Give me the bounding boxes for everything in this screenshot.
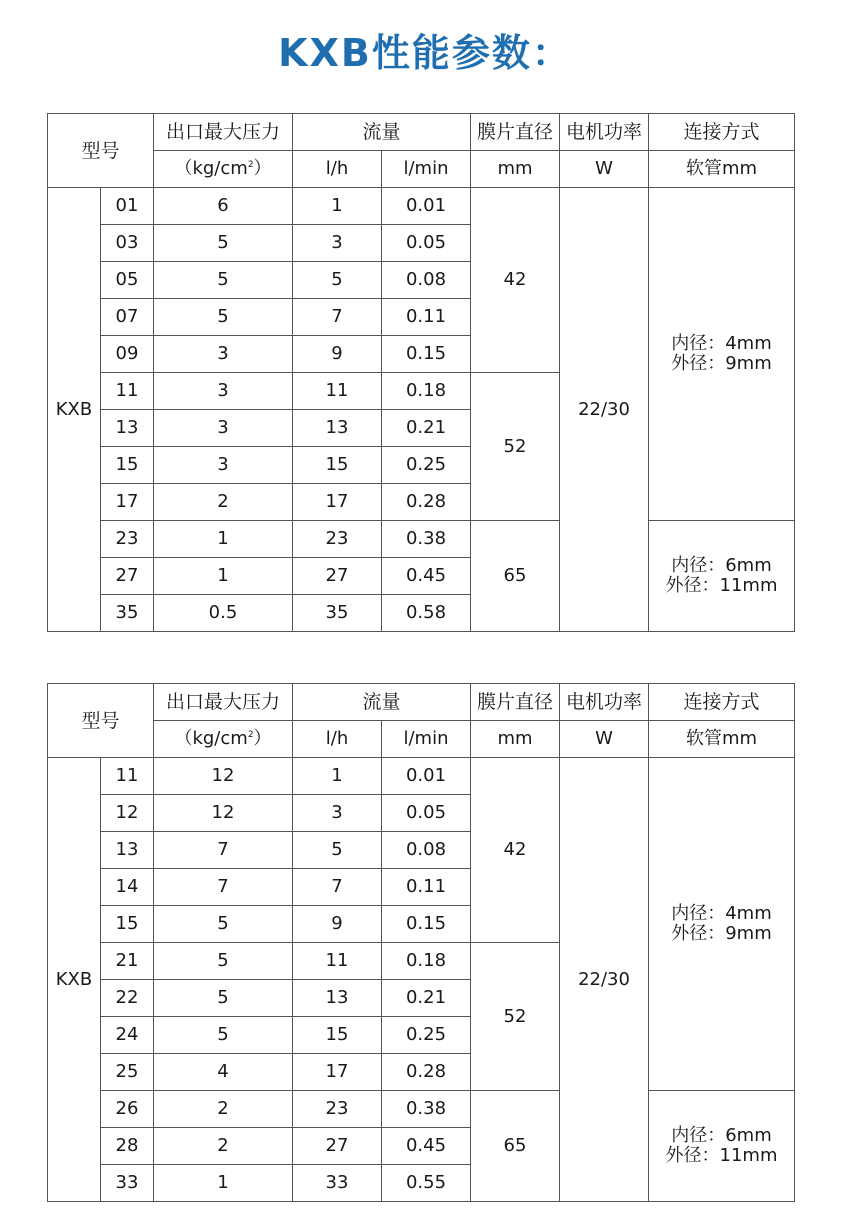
flow-lh-cell: 7 — [293, 299, 382, 336]
power-cell: 22/30 — [560, 188, 649, 632]
header-diaphragm: 膜片直径 — [471, 684, 560, 721]
flow-lmin-cell: 0.55 — [382, 1165, 471, 1202]
flow-lmin-cell: 0.15 — [382, 906, 471, 943]
model-cell: 14 — [101, 869, 154, 906]
pressure-cell: 3 — [154, 410, 293, 447]
flow-lh-cell: 11 — [293, 373, 382, 410]
model-cell: 13 — [101, 832, 154, 869]
model-cell: 25 — [101, 1054, 154, 1091]
outer-diameter: 外径：11mm — [665, 1145, 778, 1166]
pressure-cell: 12 — [154, 758, 293, 795]
flow-lh-cell: 9 — [293, 906, 382, 943]
connection-cell — [649, 758, 795, 1091]
model-cell: 12 — [101, 795, 154, 832]
flow-lmin-cell: 0.05 — [382, 795, 471, 832]
model-cell: 24 — [101, 1017, 154, 1054]
power-cell: 22/30 — [560, 758, 649, 1202]
header-connection: 连接方式 — [649, 684, 795, 721]
header-connection: 连接方式 — [649, 114, 795, 151]
header-model: 型号 — [48, 114, 154, 188]
flow-lmin-cell: 0.21 — [382, 980, 471, 1017]
series-label: KXB — [48, 758, 101, 1202]
model-cell: 03 — [101, 225, 154, 262]
unit-row — [48, 721, 795, 758]
pressure-cell: 5 — [154, 262, 293, 299]
flow-lh-cell: 35 — [293, 595, 382, 632]
flow-lh-cell: 23 — [293, 1091, 382, 1128]
flow-lmin-cell: 0.25 — [382, 1017, 471, 1054]
flow-lmin-cell: 0.18 — [382, 943, 471, 980]
flow-lmin-cell: 0.18 — [382, 373, 471, 410]
flow-lh-cell: 5 — [293, 262, 382, 299]
header-flow-lh: l/h — [293, 721, 382, 758]
flow-lmin-cell: 0.45 — [382, 558, 471, 595]
header-pressure-unit — [154, 721, 293, 758]
pressure-cell: 1 — [154, 521, 293, 558]
model-cell: 01 — [101, 188, 154, 225]
pressure-unit-text: （kg/cm — [174, 728, 248, 749]
pressure-unit-text: （kg/cm — [174, 158, 248, 179]
inner-diameter: 内径：6mm — [671, 555, 772, 576]
model-cell: 35 — [101, 595, 154, 632]
pressure-cell: 7 — [154, 832, 293, 869]
flow-lmin-cell: 0.58 — [382, 595, 471, 632]
header-diaphragm-unit: mm — [471, 721, 560, 758]
flow-lh-cell: 15 — [293, 447, 382, 484]
diaphragm-cell: 52 — [471, 943, 560, 1091]
header-flow: 流量 — [293, 684, 471, 721]
inner-diameter: 内径：4mm — [671, 903, 772, 924]
flow-lmin-cell: 0.45 — [382, 1128, 471, 1165]
table-row — [48, 1091, 795, 1128]
flow-lh-cell: 15 — [293, 1017, 382, 1054]
header-connection-unit: 软管mm — [649, 721, 795, 758]
pressure-unit-close: ） — [253, 158, 272, 179]
model-cell: 13 — [101, 410, 154, 447]
pressure-cell: 0.5 — [154, 595, 293, 632]
flow-lh-cell: 17 — [293, 484, 382, 521]
pressure-cell: 3 — [154, 447, 293, 484]
flow-lmin-cell: 0.25 — [382, 447, 471, 484]
pressure-cell: 2 — [154, 484, 293, 521]
flow-lmin-cell: 0.38 — [382, 521, 471, 558]
flow-lh-cell: 13 — [293, 410, 382, 447]
diaphragm-cell: 52 — [471, 373, 560, 521]
model-cell: 09 — [101, 336, 154, 373]
connection-cell — [649, 521, 795, 632]
diaphragm-cell: 42 — [471, 758, 560, 943]
flow-lh-cell: 7 — [293, 869, 382, 906]
header-pressure: 出口最大压力 — [154, 684, 293, 721]
header-row — [48, 114, 795, 151]
model-cell: 33 — [101, 1165, 154, 1202]
header-diaphragm-unit: mm — [471, 151, 560, 188]
header-flow-lmin: l/min — [382, 721, 471, 758]
pressure-cell: 5 — [154, 225, 293, 262]
flow-lmin-cell: 0.08 — [382, 262, 471, 299]
header-diaphragm: 膜片直径 — [471, 114, 560, 151]
diaphragm-cell: 65 — [471, 1091, 560, 1202]
outer-diameter: 外径：9mm — [671, 923, 772, 944]
header-flow-lmin: l/min — [382, 151, 471, 188]
flow-lh-cell: 1 — [293, 188, 382, 225]
flow-lmin-cell: 0.01 — [382, 188, 471, 225]
spec-table-2 — [47, 683, 795, 1202]
pressure-cell: 5 — [154, 299, 293, 336]
header-pressure: 出口最大压力 — [154, 114, 293, 151]
pressure-cell: 5 — [154, 943, 293, 980]
pressure-cell: 1 — [154, 1165, 293, 1202]
model-cell: 26 — [101, 1091, 154, 1128]
inner-diameter: 内径：6mm — [671, 1125, 772, 1146]
pressure-cell: 4 — [154, 1054, 293, 1091]
pressure-cell: 7 — [154, 869, 293, 906]
page-title: KXB性能参数： — [278, 31, 572, 75]
flow-lmin-cell: 0.15 — [382, 336, 471, 373]
diaphragm-cell: 42 — [471, 188, 560, 373]
table-row — [48, 758, 795, 795]
model-cell: 07 — [101, 299, 154, 336]
header-power: 电机功率 — [560, 684, 649, 721]
header-connection-unit: 软管mm — [649, 151, 795, 188]
flow-lh-cell: 9 — [293, 336, 382, 373]
flow-lmin-cell: 0.21 — [382, 410, 471, 447]
flow-lh-cell: 33 — [293, 1165, 382, 1202]
pressure-cell: 2 — [154, 1091, 293, 1128]
connection-cell — [649, 188, 795, 521]
connection-cell — [649, 1091, 795, 1202]
header-power-unit: W — [560, 721, 649, 758]
flow-lh-cell: 5 — [293, 832, 382, 869]
model-cell: 15 — [101, 447, 154, 484]
pressure-unit-close: ） — [253, 728, 272, 749]
flow-lmin-cell: 0.28 — [382, 1054, 471, 1091]
model-cell: 15 — [101, 906, 154, 943]
flow-lh-cell: 13 — [293, 980, 382, 1017]
pressure-cell: 2 — [154, 1128, 293, 1165]
flow-lmin-cell: 0.01 — [382, 758, 471, 795]
model-cell: 27 — [101, 558, 154, 595]
header-power-unit: W — [560, 151, 649, 188]
table-row — [48, 188, 795, 225]
pressure-unit-superscript: 2 — [247, 730, 254, 740]
pressure-cell: 3 — [154, 373, 293, 410]
pressure-cell: 6 — [154, 188, 293, 225]
model-cell: 11 — [101, 758, 154, 795]
flow-lh-cell: 3 — [293, 795, 382, 832]
model-cell: 22 — [101, 980, 154, 1017]
pressure-cell: 5 — [154, 980, 293, 1017]
pressure-unit-superscript: 2 — [247, 160, 254, 170]
unit-row — [48, 151, 795, 188]
header-flow-lh: l/h — [293, 151, 382, 188]
flow-lh-cell: 1 — [293, 758, 382, 795]
flow-lh-cell: 17 — [293, 1054, 382, 1091]
diaphragm-cell: 65 — [471, 521, 560, 632]
pressure-cell: 1 — [154, 558, 293, 595]
model-cell: 23 — [101, 521, 154, 558]
header-row — [48, 684, 795, 721]
outer-diameter: 外径：11mm — [665, 575, 778, 596]
model-cell: 11 — [101, 373, 154, 410]
model-cell: 21 — [101, 943, 154, 980]
table-row — [48, 521, 795, 558]
pressure-cell: 3 — [154, 336, 293, 373]
flow-lh-cell: 3 — [293, 225, 382, 262]
model-cell: 28 — [101, 1128, 154, 1165]
header-flow: 流量 — [293, 114, 471, 151]
pressure-cell: 5 — [154, 1017, 293, 1054]
flow-lmin-cell: 0.11 — [382, 869, 471, 906]
flow-lmin-cell: 0.38 — [382, 1091, 471, 1128]
inner-diameter: 内径：4mm — [671, 333, 772, 354]
flow-lh-cell: 23 — [293, 521, 382, 558]
flow-lmin-cell: 0.28 — [382, 484, 471, 521]
pressure-cell: 5 — [154, 906, 293, 943]
series-label: KXB — [48, 188, 101, 632]
header-power: 电机功率 — [560, 114, 649, 151]
header-pressure-unit — [154, 151, 293, 188]
flow-lh-cell: 11 — [293, 943, 382, 980]
model-cell: 05 — [101, 262, 154, 299]
model-cell: 17 — [101, 484, 154, 521]
header-model: 型号 — [48, 684, 154, 758]
flow-lh-cell: 27 — [293, 1128, 382, 1165]
flow-lmin-cell: 0.08 — [382, 832, 471, 869]
flow-lh-cell: 27 — [293, 558, 382, 595]
flow-lmin-cell: 0.05 — [382, 225, 471, 262]
outer-diameter: 外径：9mm — [671, 353, 772, 374]
spec-table-1 — [47, 113, 795, 632]
pressure-cell: 12 — [154, 795, 293, 832]
flow-lmin-cell: 0.11 — [382, 299, 471, 336]
